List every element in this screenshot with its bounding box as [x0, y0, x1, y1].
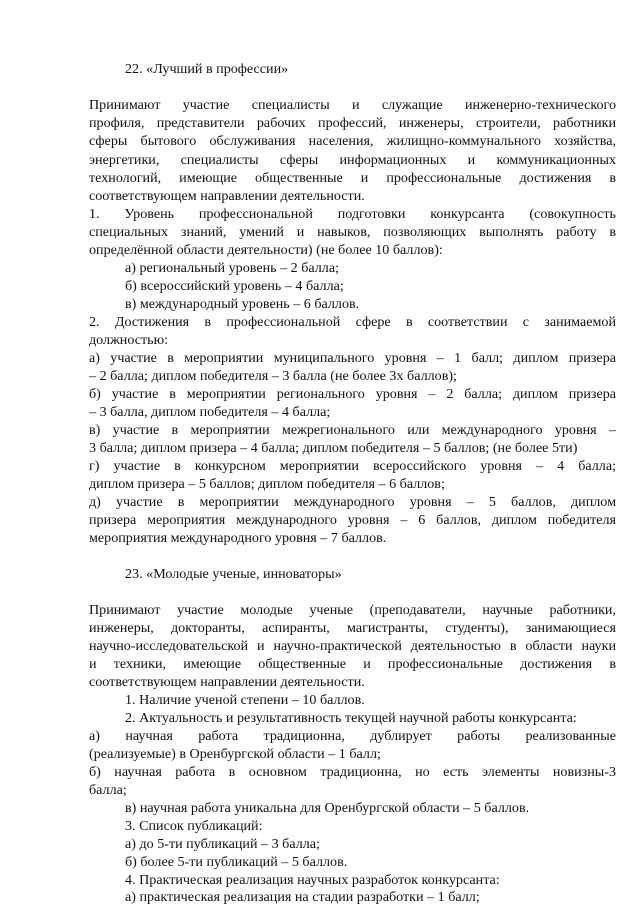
list-item: мероприятия международного уровня – 7 баллов. — [89, 530, 387, 546]
list-item: в) участие в мероприятии межрегионального или международного уровня – — [89, 422, 616, 438]
criterion-line: 2. Достижения в профессиональной сфере в соответствии с занимаемой — [89, 314, 616, 330]
list-item: б) участие в мероприятии регионального уровня – 2 балла; диплом призера — [89, 386, 616, 402]
list-item: – 3 балла, диплом победителя – 4 балла; — [89, 404, 331, 420]
list-item: б) более 5-ти публикаций – 5 баллов. — [125, 854, 348, 870]
criterion-line: должностью: — [89, 332, 169, 348]
paragraph-line: инженеры, докторанты, аспиранты, магистранты, студенты), занимающиеся — [89, 620, 616, 636]
criterion-line: 1. Уровень профессиональной подготовки конкурсанта (совокупность — [89, 206, 616, 222]
section-22-title: 22. «Лучший в профессии» — [125, 61, 289, 77]
list-item: балла; — [89, 782, 127, 798]
paragraph-line: и техники, имеющие общественные и профессиональные достижения в — [89, 656, 616, 672]
criterion-line: 3. Список публикаций: — [125, 818, 263, 834]
paragraph-line: Принимают участие молодые ученые (преподаватели, научные работники, — [89, 602, 616, 618]
paragraph-line: энергетики, специалисты сферы информационных и коммуникационных — [89, 152, 616, 168]
paragraph-line: соответствующем направлении деятельности. — [89, 188, 365, 204]
list-item: а) научная работа традиционна, дублирует работы реализованные — [89, 728, 616, 744]
paragraph-line: соответствующем направлении деятельности. — [89, 674, 365, 690]
list-item: а) региональный уровень – 2 балла; — [125, 260, 339, 276]
list-item: в) международный уровень – 6 баллов. — [125, 296, 360, 312]
criterion-line: специальных знаний, умений и навыков, позволяющих выполнять работу в — [89, 224, 616, 240]
section-23-title: 23. «Молодые ученые, инноваторы» — [125, 566, 342, 582]
list-item: 3 балла; диплом призера – 4 балла; диплом победителя – 5 баллов; (не более 5ти) — [89, 440, 578, 456]
list-item: призера мероприятия международного уровня – 6 баллов, диплом победителя — [89, 512, 616, 528]
list-item: диплом призера – 5 баллов; диплом победителя – 6 баллов; — [89, 476, 445, 492]
paragraph-line: профиля, представители рабочих профессий, инженеры, строители, работники — [89, 115, 616, 131]
paragraph-line: научно-исследовательской и научно-практической деятельностью в области науки — [89, 638, 616, 654]
list-item: (реализуемые) в Оренбургской области – 1 балл; — [89, 746, 381, 762]
paragraph-line: сферы бытового обслуживания населения, жилищно-коммунального хозяйства, — [89, 133, 616, 149]
paragraph-line: технологий, имеющие общественные и профессиональные достижения в — [89, 170, 616, 186]
list-item: в) научная работа уникальна для Оренбургской области – 5 баллов. — [125, 800, 530, 816]
criterion-line: 2. Актуальность и результативность текущей научной работы конкурсанта: — [125, 710, 577, 726]
criterion-line: 4. Практическая реализация научных разработок конкурсанта: — [125, 872, 500, 888]
criterion-line: 1. Наличие ученой степени – 10 баллов. — [125, 692, 365, 708]
list-item: д) участие в мероприятии международного уровня – 5 баллов, диплом — [89, 494, 616, 510]
list-item: – 2 балла; диплом победителя – 3 балла (не более 3х баллов); — [89, 368, 457, 384]
list-item: б) всероссийский уровень – 4 балла; — [125, 278, 344, 294]
list-item: г) участие в конкурсном мероприятии всероссийского уровня – 4 балла; — [89, 458, 616, 474]
list-item: а) практическая реализация на стадии разработки – 1 балл; — [125, 889, 480, 905]
criterion-line: определённой области деятельности) (не более 10 баллов): — [89, 242, 443, 258]
list-item: а) до 5-ти публикаций – 3 балла; — [125, 836, 320, 852]
list-item: б) научная работа в основном традиционна, но есть элементы новизны-3 — [89, 764, 616, 780]
paragraph-line: Принимают участие специалисты и служащие инженерно-технического — [89, 97, 616, 113]
list-item: а) участие в мероприятии муниципального уровня – 1 балл; диплом призера — [89, 350, 616, 366]
